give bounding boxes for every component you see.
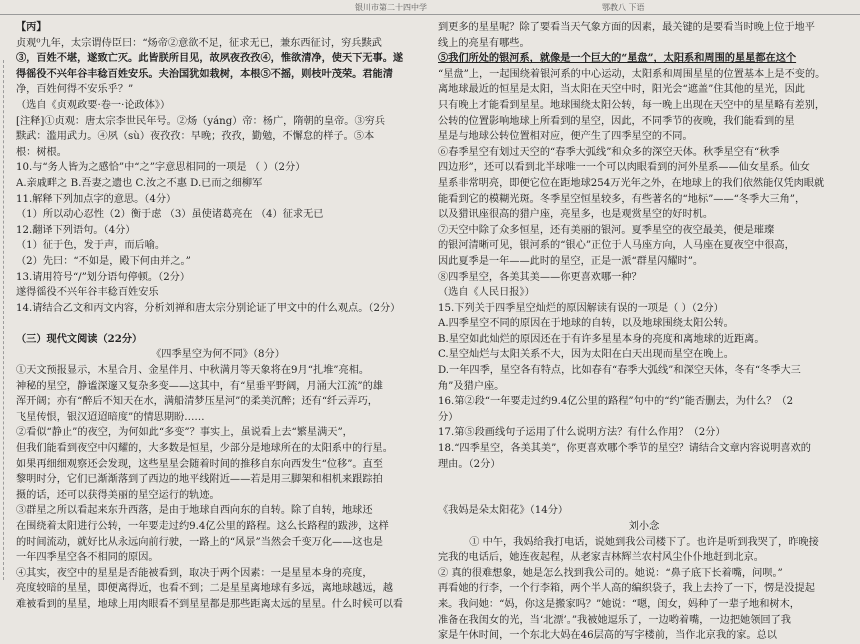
left-text-line: ①天文预报显示，木星合月、金星伴月、中秋满月等天象将在9月“扎堆”亮相。 <box>16 365 370 377</box>
left-text-line: 难被看到的星星，地球上用肉眼看不到星星都是那些距离太远的星星。什么时候可以看 <box>16 598 404 610</box>
left-text-line: （1）所以动心忍性（2）衡于虑 （3）虽使诸葛亮在 （4）征求无已 <box>16 209 324 221</box>
left-text-line: ④其实，夜空中的星星是否能被看到，取决于两个因素：一是星星本身的亮度， <box>16 567 373 579</box>
left-text-line: 《四季星空为何不同》（8分） <box>151 349 285 361</box>
right-text-line: 离地球最近的恒星是太阳，当太阳在天空中时，阳光会“遮盖”住其他的星光，因此 <box>438 84 805 96</box>
right-text-line: 能看到它的模糊光斑。冬季星空恒星较多，有些著名的“地标”——“冬季大三角”， <box>438 193 806 205</box>
left-text-line: 的时间流动，就好比从永远向前行驶，一路上的“风景”当然会千变万化——这也是 <box>16 536 383 548</box>
right-text-line: 以及猎讯座很高的猎户座，亮星多，也是观赏星空的好时机。 <box>438 209 714 221</box>
right-text-line: 四边形”，还可以看到北半球唯一一个可以肉眼看到的河外星系——仙女星系。仙女 <box>438 162 810 174</box>
right-text-line: 刘小念 <box>628 521 660 532</box>
left-text-line: 但我们能看到夜空中闪耀的，大多数是恒星，少部分是地球所在的太阳系中的行星。 <box>16 443 393 455</box>
left-text-line: [注释]①贞观：唐太宗李世民年号。②炀（yáng）帝：杨广，隋朝的皇帝。③穷兵 <box>16 115 386 127</box>
left-text-line: ②看似“静止”的夜空，为何如此“多变”？事实上，虽说看上去“繁星满天”， <box>16 427 353 439</box>
right-text-line: ① 中午，我妈给我打电话，说她到我公司楼下了。也许是听到我哭了，昨晚接 <box>469 536 819 548</box>
left-text-line: 10.与“务人皆为之感恰”中“之”字意思相同的一项是 （ ）（2分） <box>16 162 306 174</box>
binding-margin <box>3 60 10 580</box>
right-text-line: 星是与地球公转位置相对应，便产生了四季星空的不同。 <box>438 131 693 143</box>
left-text-line: ③，百姓不堪，遂致亡灭。此皆朕所目见，故夙夜孜孜④，惟欲清净，使天下无事。遂 <box>16 52 404 65</box>
right-text-line: 线上的亮星有哪些。 <box>438 37 530 49</box>
left-text-line: 12.翻译下列语句。（4分） <box>16 224 136 236</box>
left-text-line: （1）征于色，发于声，而后喻。 <box>16 240 166 252</box>
left-text-line: 黎明时分，它们已渐渐落到了西边的地平线附近——若是用三脚架和相机来跟踪拍 <box>16 474 383 486</box>
left-text-line: 13.请用符号“/”划分语句停顿。（2分） <box>16 271 191 283</box>
right-text-line: 的银河清晰可见，银河系的“银心”正位于人马座方向，人马座在夏夜空中很高， <box>438 240 795 252</box>
right-text-line: 准备在我闺女的光，当‘北漂’。”我被她逗乐了，一边哟着嘴，一边把她领回了我 <box>438 614 791 626</box>
left-text-line: 摄的话，还可以获得美丽的星空运行的轨迹。 <box>16 489 220 501</box>
right-text-line: 来。我问她：“妈，你这是搬家吗？”她说：“嗯，闺女，妈种了一辈子地和树木， <box>438 598 800 610</box>
right-text-line: “星盘”上，一起围绕着银河系的中心运动，太阳系和周围星星的位置基本上是不变的。 <box>438 68 826 80</box>
right-text-line: 分） <box>438 411 459 423</box>
right-column <box>438 20 850 644</box>
left-text-line: 飞星传恨，银汉迢迢暗度”的情思期盼…… <box>16 411 205 423</box>
right-text-line: ⑤我们所处的银河系，就像是一个巨大的“星盘”，太阳系和周围的星星都在这个 <box>438 52 797 65</box>
right-text-line: 完我的电话后，她连夜起程，从老家吉林辉兰农村风尘仆仆地赶到北京。 <box>438 552 764 564</box>
right-text-line: 家是午休时间，一个东北大妈在46层高的写字楼前，当作北京我的家。总以 <box>438 630 777 642</box>
left-text-line: 得徭役不兴年谷丰稔百姓安乐。夫治国犹如栽树，本根⑤不摇，则枝叶茂荣。君能清 <box>16 67 393 80</box>
left-text-line: ③群星之所以看起来东升西落，是由于地球自西向东的自转。除了自转，地球还 <box>16 505 373 517</box>
left-column <box>16 20 420 613</box>
left-text-line: （2）先曰：“不如是，殿下何由并之。” <box>16 255 191 267</box>
left-text-line: 浑开阔；亦有“醉后不知天在水，满船清梦压星河”的柔美沉醉；还有“纤云弄巧， <box>16 396 378 408</box>
left-text-line: 亮度较暗的星星，即便离得近，也看不到；二是星星离地球有多远，离地球越远，越 <box>16 583 393 595</box>
left-text-line: 一年四季星空各不相同的原因。 <box>16 552 159 564</box>
right-text-line: 18.“四季星空，各美其美”，你更喜欢哪个季节的星空？请结合文章内容说明喜欢的 <box>438 443 811 455</box>
left-text-line: 根：树根。 <box>16 146 67 158</box>
right-text-line: 再看她的行李，一个行李箱，两个半人高的编织袋子，我上去拎了一下，愣是没提起 <box>438 583 815 595</box>
right-text-line: ② 真的很难想象，她是怎么找到我公司的。她说：“鼻子底下长着嘴，问呗。” <box>438 567 783 579</box>
right-text-line: 角”及猎户座。 <box>438 380 505 392</box>
left-text-line: A.亲戚畔之 B.吾妻之遗也 C.汝之不惠 D.已而之细柳军 <box>16 177 263 189</box>
right-text-line: ⑧四季星空，各美其美——你更喜欢哪一种？ <box>438 271 642 283</box>
page-header <box>0 0 860 15</box>
left-text-line: 如果再细细观察还会发现，这些星星会随着时间的推移自东向西发生“位移”。直至 <box>16 458 383 470</box>
right-text-line: C.星空灿烂与太阳关系不大，因为太阳在白天出现而星空在晚上。 <box>438 349 734 361</box>
right-text-line: 15.下列关于四季星空灿烂的原因解读有误的一项是（ ）（2分） <box>438 302 724 314</box>
right-text-line: 理由。（2分） <box>438 458 501 470</box>
right-text-line: ⑦天空中除了众多恒星，还有美丽的银河。夏季星空的夜空最美，便是璀璨 <box>438 224 775 236</box>
left-text-line: 【丙】 <box>16 21 47 33</box>
left-text-line <box>16 316 420 332</box>
right-text-line: 到更多的星星呢？除了要看当天气象方面的因素，最关键的是要看当时晚上位于地平 <box>438 22 815 33</box>
right-text-line: 公转的位置影响地球上所看到的星空，因此，不同季节的夜晚，我们能看到的星 <box>438 115 795 127</box>
left-text-line: 遂得徭役不兴年谷丰稔百姓安乐 <box>16 287 159 299</box>
left-text-line: 神秘的星空，静谧深邃又复杂多变——这其中，有“星垂平野阔，月涌大江流”的雄 <box>16 380 383 392</box>
right-text-line: 星系非常明亮，即便它位在距地球254万光年之外，在地球上的我们依然能仅凭肉眼就 <box>438 177 825 189</box>
left-text-line: 在围绕着太阳进行公转，一年要走过约9.4亿公里的路程。这么长路程的跋涉，这样 <box>16 521 389 532</box>
school-name: 银川市第二十四中学 <box>355 3 427 12</box>
right-text-line: （选自《人民日报》） <box>438 287 535 299</box>
left-text-line: 11.解释下列加点字的意思。（4分） <box>16 193 177 205</box>
right-text-line: 16.第②段“一年要走过约9.4亿公里的路程”句中的“约”能否删去，为什么？（2 <box>438 396 794 408</box>
right-text-line: B.星空如此灿烂的原因还在于有许多星星本身的亮度和离地球的近距离。 <box>438 333 765 345</box>
left-text-line: 贞观⁰九年，太宗谓侍臣曰：“炀帝②意欲不足，征求无已，兼东西征讨，穷兵黩武 <box>16 37 382 49</box>
right-text-line <box>438 488 850 504</box>
right-text-line: ⑥春季星空有划过天空的“春季大弧线”和众多的深空天体。秋季星空有“秋季 <box>438 146 780 158</box>
left-text-line: （三）现代文阅读（22分） <box>16 332 143 345</box>
left-text-line: 黩武：滥用武力。④夙（sù）夜孜孜：早晚；孜孜，勤勉，不懈怠的样子。⑤本 <box>16 131 375 143</box>
header-tag: 鄂教八 下语 <box>602 3 645 12</box>
right-text-line: A.四季星空不同的原因在于地球的自转，以及地球围绕太阳公转。 <box>438 318 734 330</box>
right-text-line: 只有晚上才能看到星星。地球围绕太阳公转，每一晚上出现在天空中的星星略有差别， <box>438 99 826 111</box>
right-text-line: 因此夏季是一年——此时的星空，正是一派“群星闪耀时”。 <box>438 255 704 267</box>
right-text-line: 17.第⑤段画线句子运用了什么说明方法？有什么作用？（2分） <box>438 427 726 439</box>
left-text-line: 14.请结合乙文和丙文内容，分析刘禅和唐太宗分别论证了甲文中的什么观点。（2分） <box>16 302 401 314</box>
right-text-line: D.一年四季，星空各有特点，比如春有“春季大弧线”和深空天体，冬有“冬季大三 <box>438 365 801 377</box>
left-text-line: （选自《贞观政要·卷一·论政体》） <box>16 99 171 111</box>
right-text-line <box>438 472 850 488</box>
right-text-line: 《我妈是朵太阳花》（14分） <box>438 505 569 517</box>
left-text-line: 净，百姓何得不安乐乎？” <box>16 84 134 96</box>
